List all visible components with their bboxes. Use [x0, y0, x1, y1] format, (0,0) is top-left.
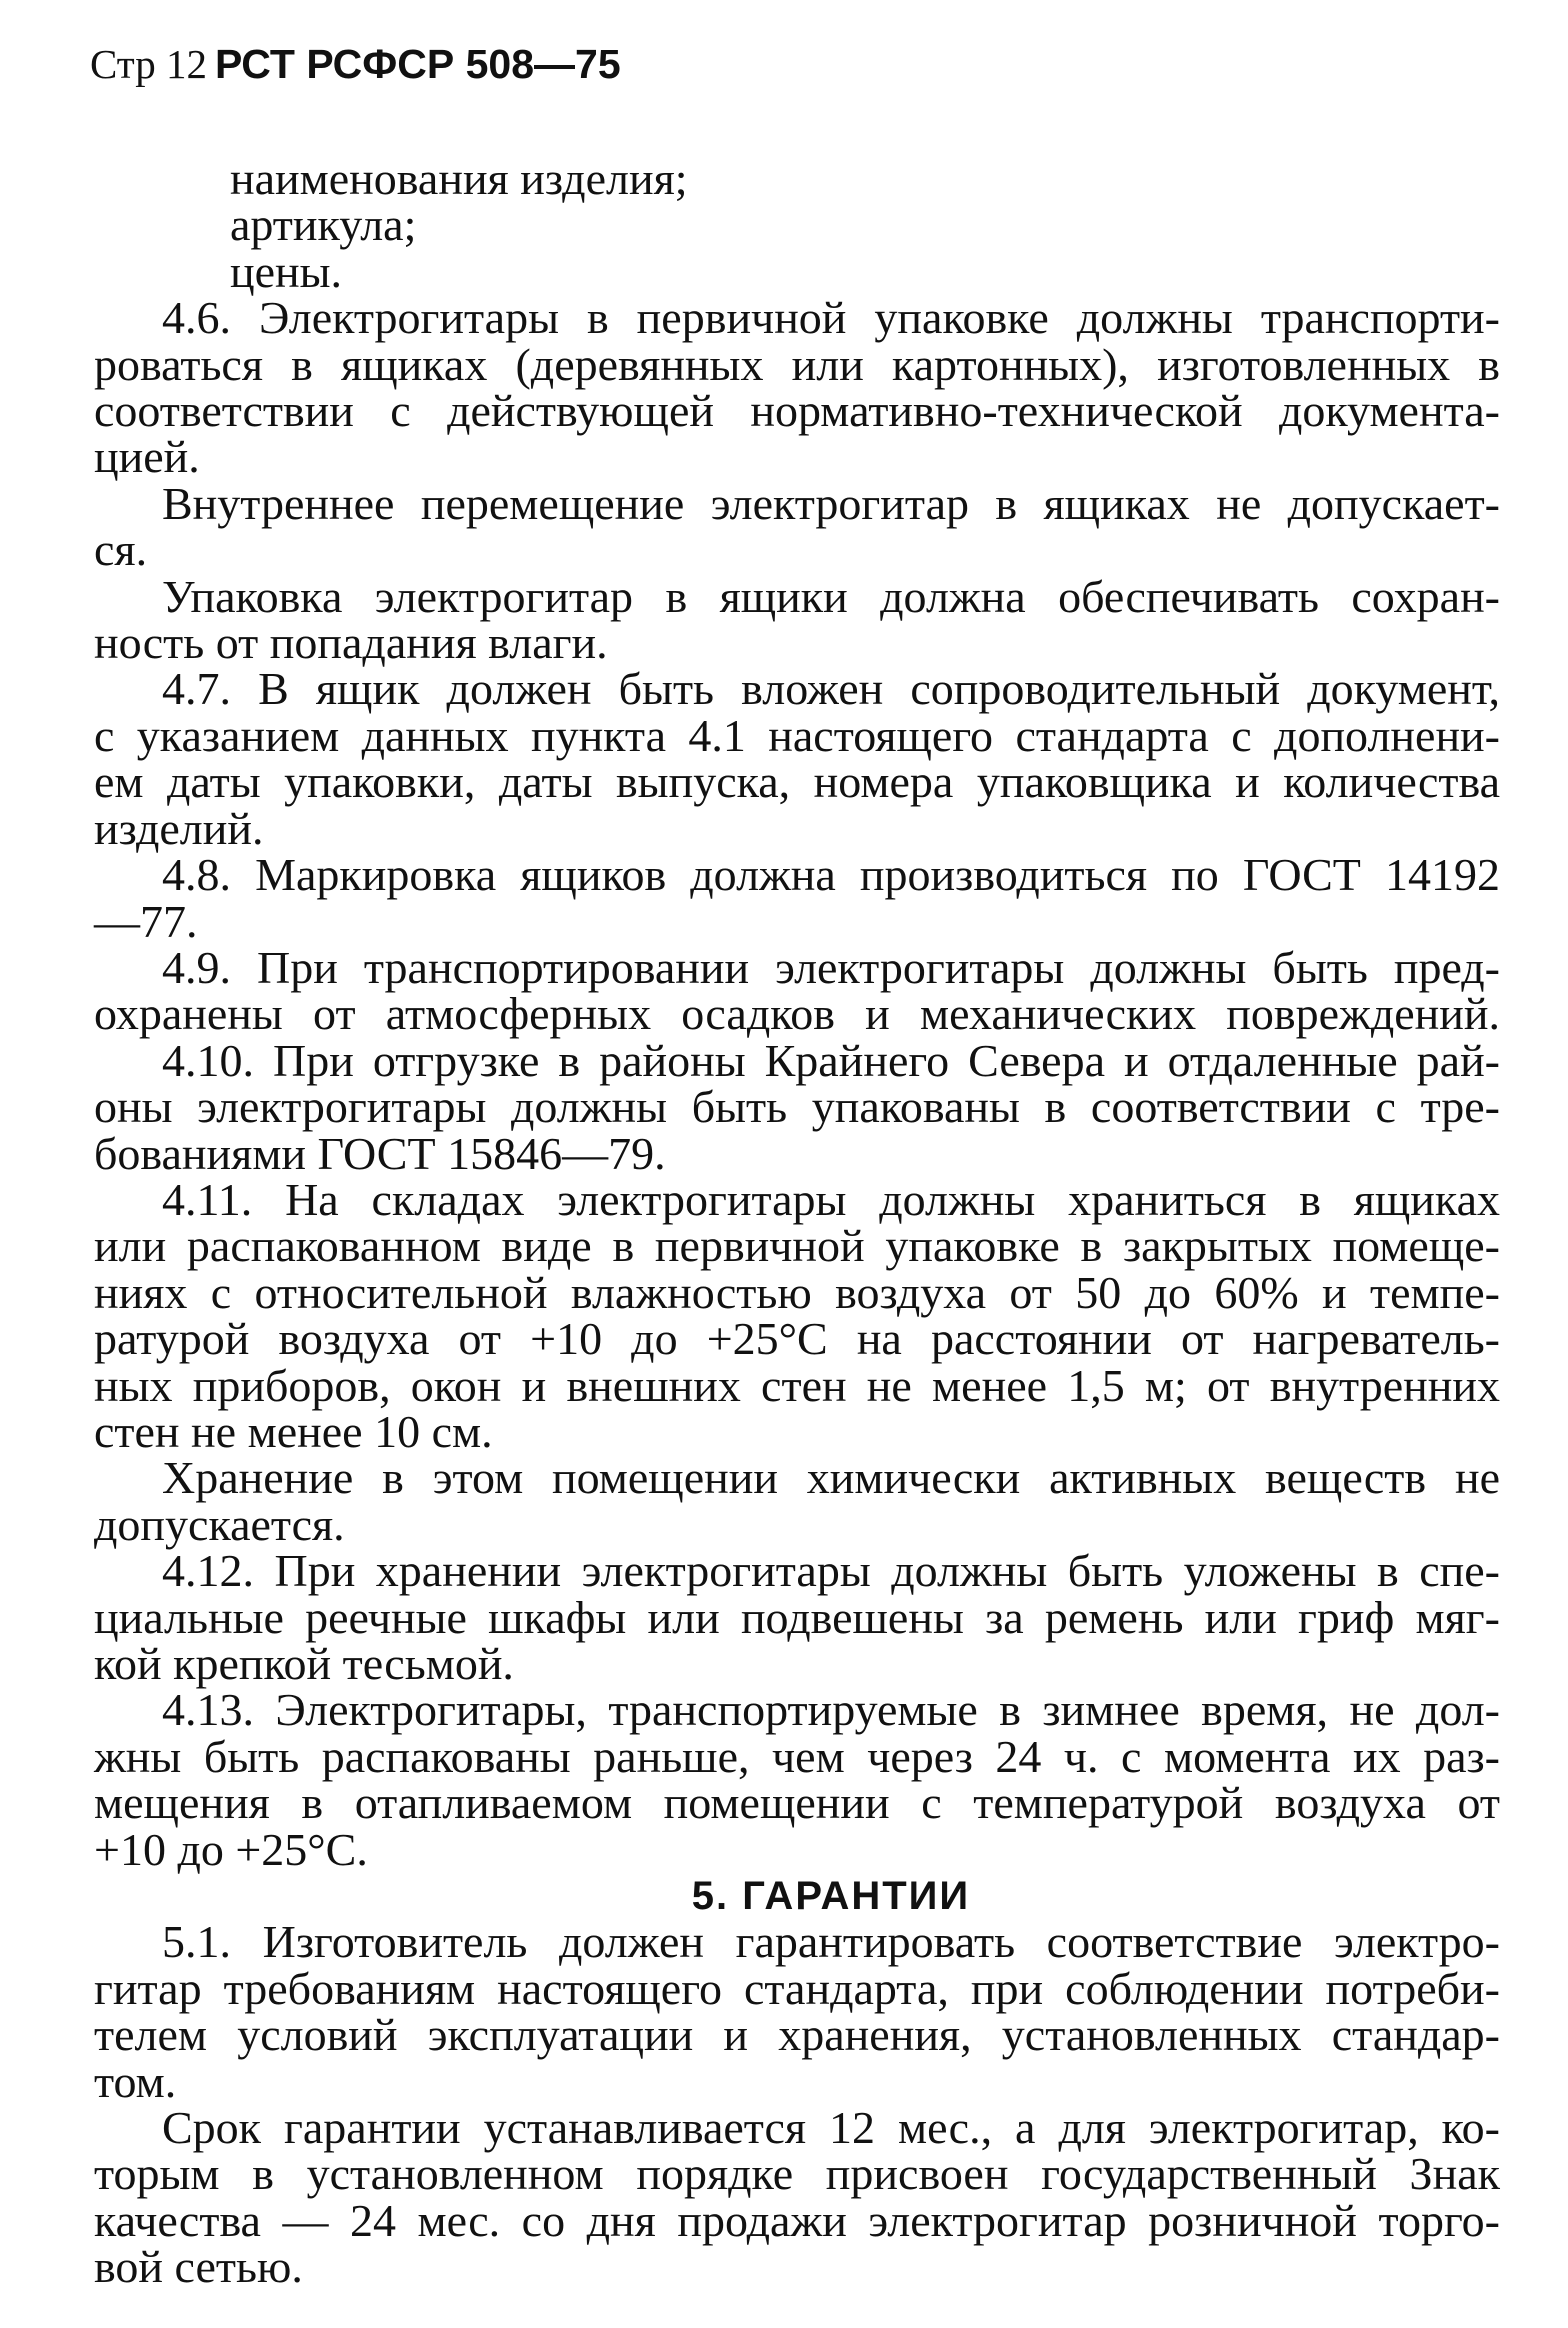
- text-line: Срок гарантии устанавливается 12 мес., а для электрогитар, ко-: [162, 2102, 1500, 2154]
- text-line: телем условий эксплуатации и хранения, установленных стандар-: [94, 2009, 1500, 2061]
- text-line: 4.8. Маркировка ящиков должна производиться по ГОСТ 14192: [162, 849, 1500, 901]
- list-item: артикула;: [230, 199, 417, 251]
- text-line: вой сетью.: [94, 2241, 303, 2293]
- list-item: наименования изделия;: [230, 153, 688, 204]
- text-line: ся.: [94, 524, 148, 576]
- text-line: ратурой воздуха от +10 до +25°С на расстоянии от нагреватель-: [94, 1313, 1500, 1365]
- text-line: ных приборов, окон и внешних стен не менее 1,5 м; от внутренних: [94, 1359, 1500, 1411]
- text-line: том.: [94, 2055, 177, 2107]
- text-line: кой крепкой тесьмой.: [94, 1638, 514, 1689]
- text-line: соответствии с действующей нормативно-технической документа-: [94, 385, 1500, 437]
- text-line: 4.7. В ящик должен быть вложен сопроводительный документ,: [162, 663, 1500, 715]
- text-line: 4.9. При транспортировании электрогитары должны быть пред-: [162, 941, 1500, 993]
- text-line: ем даты упаковки, даты выпуска, номера упаковщика и количества: [94, 756, 1500, 808]
- text-line: изделий.: [94, 802, 264, 854]
- page-number: Стр 12: [90, 41, 207, 87]
- text-line: торым в установленном порядке присвоен государственный Знак: [94, 2148, 1500, 2200]
- text-line: 4.13. Электрогитары, транспортируемые в зимнее время, не дол-: [162, 1684, 1500, 1736]
- text-line: Упаковка электрогитар в ящики должна обеспечивать сохран-: [162, 570, 1500, 622]
- text-line: гитар требованиям настоящего стандарта, при соблюдении потреби-: [94, 1962, 1500, 2014]
- text-line: допускается.: [94, 1498, 345, 1550]
- text-line: с указанием данных пункта 4.1 настоящего стандарта с дополнени-: [94, 709, 1500, 761]
- text-line: качества — 24 мес. со дня продажи электрогитар розничной торго-: [94, 2194, 1500, 2246]
- text-line: цией.: [94, 431, 200, 483]
- text-line: оны электрогитары должны быть упакованы в соответствии с тре-: [94, 1081, 1500, 1133]
- section-heading: 5. ГАРАНТИИ: [691, 1874, 971, 1919]
- list-item: цены.: [230, 245, 343, 297]
- section-5-text: [94, 1916, 1500, 2293]
- text-line: роваться в ящиках (деревянных или картонных), изготовленных в: [94, 338, 1500, 390]
- text-line: Хранение в этом помещении химически активных веществ не: [162, 1452, 1500, 1504]
- text-line: 4.10. При отгрузке в районы Крайнего Севера и отдаленные рай-: [162, 1034, 1500, 1086]
- page-header: [90, 41, 621, 87]
- text-line: 5.1. Изготовитель должен гарантировать соответствие электро-: [162, 1916, 1500, 1968]
- text-line: 4.11. На складах электрогитары должны храниться в ящиках: [162, 1173, 1500, 1225]
- text-line: стен не менее 10 см.: [94, 1405, 493, 1457]
- section-4-text: [94, 292, 1500, 1875]
- text-line: +10 до +25°С.: [94, 1823, 368, 1875]
- document-body: [94, 153, 1500, 2293]
- enumeration-list: [162, 153, 1500, 297]
- text-line: бованиями ГОСТ 15846—79.: [94, 1127, 666, 1179]
- text-line: ниях с относительной влажностью воздуха от 50 до 60% и темпе-: [94, 1266, 1500, 1318]
- standard-designation: РСТ РСФСР 508—75: [214, 41, 621, 87]
- text-line: охранены от атмосферных осадков и механических повреждений.: [94, 988, 1500, 1040]
- text-line: ность от попадания влаги.: [94, 617, 608, 669]
- text-line: жны быть распакованы раньше, чем через 24 ч. с момента их раз-: [94, 1730, 1500, 1782]
- text-line: 4.12. При хранении электрогитары должны быть уложены в спе-: [162, 1545, 1500, 1597]
- text-line: мещения в отапливаемом помещении с температурой воздуха от: [94, 1777, 1500, 1829]
- text-line: 4.6. Электрогитары в первичной упаковке должны транспорти-: [162, 292, 1500, 344]
- text-line: —77.: [94, 895, 198, 947]
- text-line: циальные реечные шкафы или подвешены за ремень или гриф мяг-: [94, 1591, 1500, 1643]
- text-line: или распакованном виде в первичной упаковке в закрытых помеще-: [94, 1220, 1500, 1272]
- text-line: Внутреннее перемещение электрогитар в ящиках не допускает-: [162, 477, 1500, 529]
